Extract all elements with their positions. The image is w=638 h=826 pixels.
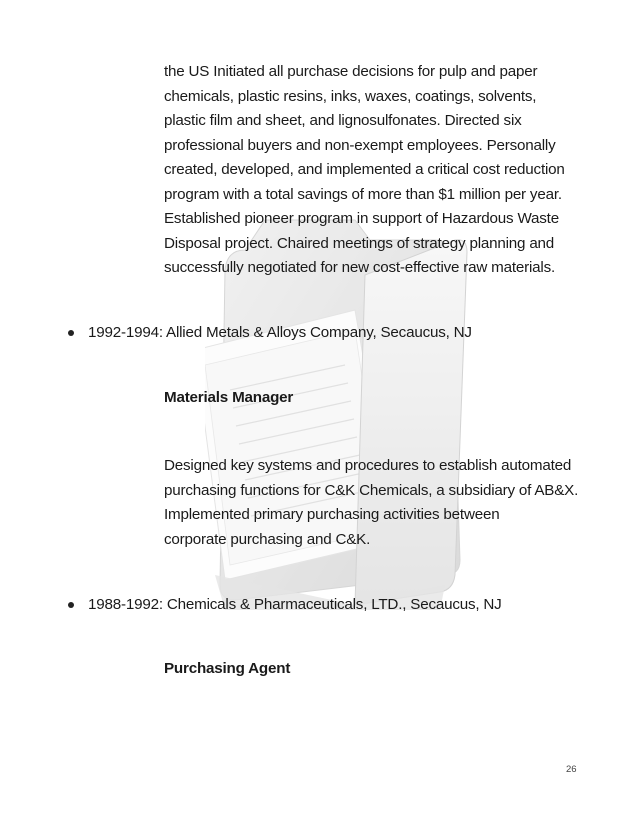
entry-heading-text: 1992-1994: Allied Metals & Alloys Company, Secaucus, NJ (88, 324, 472, 341)
entry-description (164, 454, 604, 552)
intro-paragraph (164, 60, 604, 281)
bullet-icon (68, 602, 74, 608)
paragraph-line: successfully negotiated for new cost-effective raw materials. (164, 259, 556, 276)
paragraph-line: chemicals, plastic resins, inks, waxes, coatings, solvents, (164, 87, 537, 105)
paragraph-line: Implemented primary purchasing activities between (164, 506, 500, 523)
entry-title: Materials Manager (164, 389, 294, 406)
paragraph-line: program with a total savings of more than $1 million per year. (164, 185, 562, 203)
paragraph-line: Established pioneer program in support of Hazardous Waste (164, 210, 559, 227)
paragraph-line: Designed key systems and procedures to establish automated (164, 457, 572, 474)
paragraph-line: the US Initiated all purchase decisions for pulp and paper (164, 63, 538, 80)
bullet-icon (68, 330, 74, 336)
entry-title: Purchasing Agent (164, 660, 291, 677)
paragraph-line: corporate purchasing and C&K. (164, 530, 371, 548)
paragraph-line: plastic film and sheet, and lignosulfonates. Directed six (164, 112, 522, 129)
paragraph-line: created, developed, and implemented a critical cost reduction (164, 161, 565, 178)
entry-heading-text: 1988-1992: Chemicals & Pharmaceuticals, LTD., Secaucus, NJ (88, 596, 502, 613)
page-number: 26 (566, 764, 577, 775)
paragraph-line: purchasing functions for C&K Chemicals, a subsidiary of AB&X. (164, 481, 579, 499)
paragraph-line: Disposal project. Chaired meetings of strategy planning and (164, 234, 555, 252)
paragraph-line: professional buyers and non-exempt employees. Personally (164, 136, 556, 154)
